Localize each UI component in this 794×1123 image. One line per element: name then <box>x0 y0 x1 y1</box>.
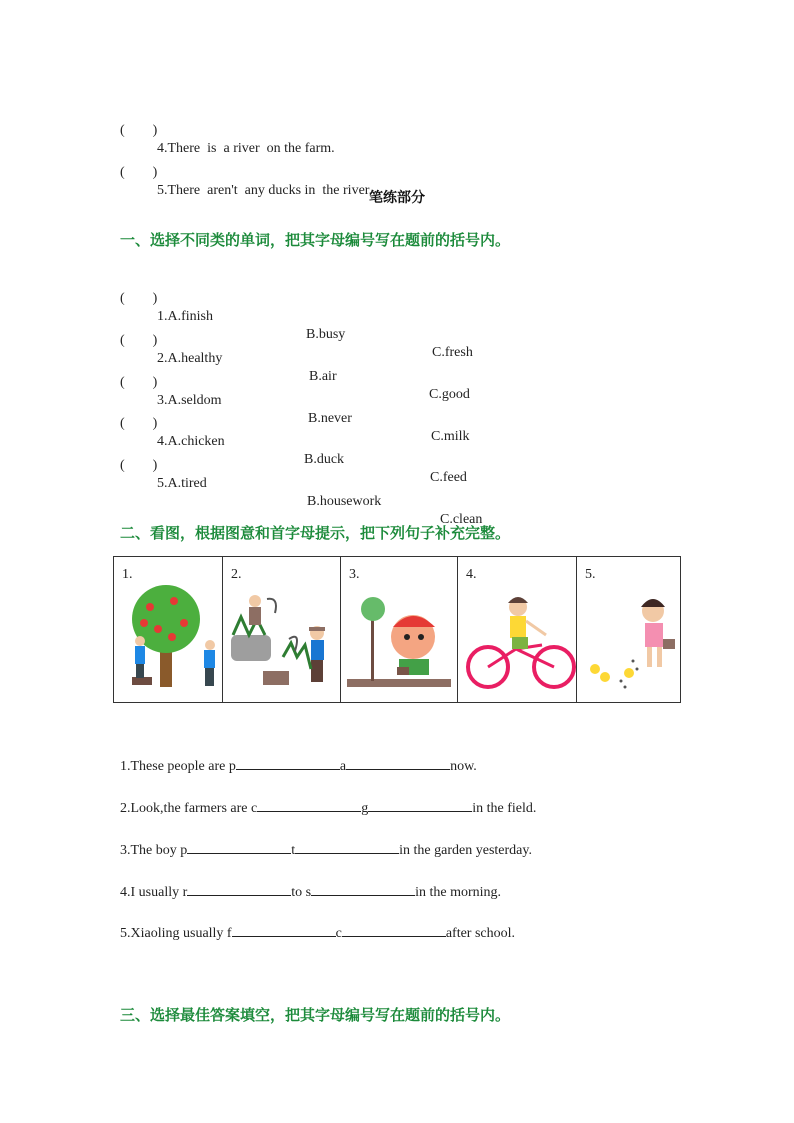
listening-sentence: 4.There is a river on the farm. <box>157 141 335 156</box>
answer-blank[interactable] <box>295 839 399 854</box>
answer-blank[interactable] <box>257 797 361 812</box>
sentence-part: a <box>339 759 347 774</box>
answer-blank[interactable] <box>342 922 446 937</box>
option-a: 2.A.healthy <box>157 351 223 366</box>
option-a: 4.A.chicken <box>157 434 225 449</box>
sentence-part: c <box>335 926 342 941</box>
sentence-part: 3.The boy p <box>120 843 188 858</box>
answer-bracket[interactable]: ( ) <box>120 333 158 348</box>
option-b: B.never <box>308 411 352 426</box>
picture-number: 5. <box>585 567 596 582</box>
answer-blank[interactable] <box>311 881 415 896</box>
sentence-part: in the field. <box>472 801 537 816</box>
picture-number: 4. <box>466 567 477 582</box>
option-c: C.fresh <box>432 345 473 360</box>
option-a: 1.A.finish <box>157 309 213 324</box>
picture-number: 2. <box>231 567 242 582</box>
answer-blank[interactable] <box>346 755 450 770</box>
option-b: B.busy <box>306 327 346 342</box>
answer-blank[interactable] <box>368 797 472 812</box>
fill-sentence-1 <box>120 755 477 775</box>
section-3-title: 三、选择最佳答案填空，把其字母编号写在题前的括号内。 <box>120 1006 511 1024</box>
answer-bracket[interactable]: ( ) <box>120 123 158 138</box>
choice-item-5 <box>0 439 794 529</box>
section-2-title: 二、看图，根据图意和首字母提示，把下列句子补充完整。 <box>120 524 511 542</box>
sentence-part: 5.Xiaoling usually f <box>120 926 232 941</box>
sentence-part: t <box>291 843 296 858</box>
answer-blank[interactable] <box>187 839 291 854</box>
answer-bracket[interactable]: ( ) <box>120 165 158 180</box>
picture-cell-5 <box>577 557 680 702</box>
picture-number: 1. <box>122 567 133 582</box>
option-a: 3.A.seldom <box>157 393 222 408</box>
sentence-part: in the garden yesterday. <box>399 843 532 858</box>
picture-number: 3. <box>349 567 360 582</box>
option-a: 5.A.tired <box>157 476 207 491</box>
option-b: B.duck <box>304 452 345 467</box>
sentence-part: in the morning. <box>415 885 502 900</box>
fill-sentence-3 <box>120 839 532 859</box>
sentence-part: after school. <box>445 926 516 941</box>
sentence-part: to s <box>291 885 312 900</box>
picture-table <box>113 556 681 703</box>
answer-bracket[interactable]: ( ) <box>120 458 158 473</box>
answer-bracket[interactable]: ( ) <box>120 416 158 431</box>
option-c: C.feed <box>430 470 467 485</box>
picture-cell-3 <box>341 557 458 702</box>
fill-sentence-2 <box>120 797 536 817</box>
picture-cell-2 <box>223 557 341 702</box>
answer-blank[interactable] <box>232 922 336 937</box>
option-c: C.good <box>429 387 470 402</box>
picture-cell-1 <box>114 557 223 702</box>
sentence-part: 4.I usually r <box>120 885 188 900</box>
fill-sentence-4 <box>120 881 501 901</box>
written-part-title: 笔练部分 <box>369 190 425 206</box>
sentence-part: g <box>361 801 369 816</box>
sentence-part: 2.Look,the farmers are c <box>120 801 258 816</box>
answer-bracket[interactable]: ( ) <box>120 375 158 390</box>
sentence-part: now. <box>450 759 477 774</box>
option-b: B.air <box>309 369 337 384</box>
section-1-title: 一、选择不同类的单词，把其字母编号写在题前的括号内。 <box>120 231 511 249</box>
answer-bracket[interactable]: ( ) <box>120 291 158 306</box>
sentence-part: 1.These people are p <box>120 759 236 774</box>
listening-sentence: 5.There aren't any ducks in the river. <box>157 183 373 198</box>
answer-blank[interactable] <box>236 755 340 770</box>
answer-blank[interactable] <box>187 881 291 896</box>
option-c: C.clean <box>440 512 483 527</box>
option-b: B.housework <box>307 494 382 509</box>
fill-sentence-5 <box>120 922 515 942</box>
option-c: C.milk <box>431 429 470 444</box>
picture-cell-4 <box>458 557 577 702</box>
